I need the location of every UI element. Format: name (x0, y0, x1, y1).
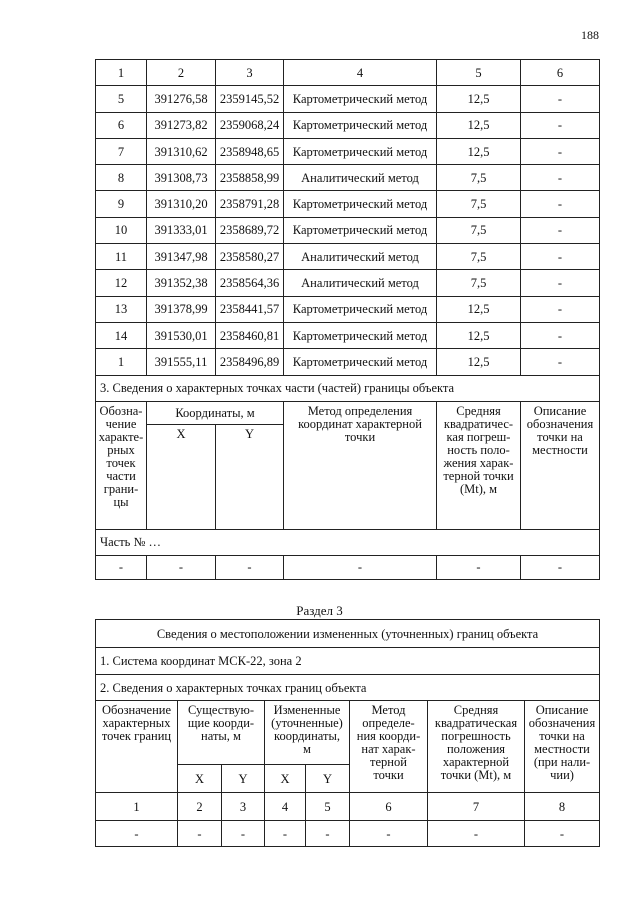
dash-cell: - (437, 555, 521, 579)
description: - (521, 165, 600, 191)
dash-cell: - (350, 821, 428, 847)
number-cell: 5 (306, 793, 350, 821)
item2-row (96, 675, 600, 701)
dash-cell: - (265, 821, 306, 847)
table-header-row (96, 60, 600, 86)
dash-row (96, 555, 600, 579)
col-description: Описание обозначения точки на местности (при нали- чии) (525, 701, 600, 793)
point-number: 11 (96, 244, 147, 270)
coord-x: 391310,62 (147, 138, 216, 164)
point-number: 12 (96, 270, 147, 296)
description: - (521, 244, 600, 270)
col-changed: Измененные (уточненные) координаты, м (265, 701, 350, 765)
coord-y: 2358858,99 (216, 165, 284, 191)
heading-row (96, 620, 600, 648)
point-number: 10 (96, 217, 147, 243)
description: - (521, 322, 600, 348)
parts-header-row (96, 401, 600, 424)
coord-y: 2358496,89 (216, 349, 284, 375)
col-designation: Обозначение характерных точек границ (96, 701, 178, 793)
page-number: 188 (581, 28, 599, 42)
coord-x: 391276,58 (147, 86, 216, 112)
table-row (96, 296, 600, 322)
description: - (521, 349, 600, 375)
coord-y: 2359068,24 (216, 112, 284, 138)
sub-y-existing: Y (222, 765, 265, 793)
description: - (521, 138, 600, 164)
dash-cell: - (284, 555, 437, 579)
table-row (96, 217, 600, 243)
dash-cell: - (306, 821, 350, 847)
dash-cell: - (147, 555, 216, 579)
number-cell: 2 (178, 793, 222, 821)
col-method: Метод определения координат характерной точки (284, 401, 437, 529)
section-heading: Сведения о местоположении измененных (уточненных) границ объекта (96, 620, 600, 648)
col-method: Метод определе- ния коорди- нат харак- терной точки (350, 701, 428, 793)
coord-x: 391273,82 (147, 112, 216, 138)
sub-x-existing: X (178, 765, 222, 793)
error: 12,5 (437, 296, 521, 322)
number-cell: 4 (265, 793, 306, 821)
boundary-points-table (95, 59, 600, 580)
method: Аналитический метод (284, 244, 437, 270)
part-label-row (96, 529, 600, 555)
error: 7,5 (437, 244, 521, 270)
description: - (521, 270, 600, 296)
coord-x: 391530,01 (147, 322, 216, 348)
error: 12,5 (437, 138, 521, 164)
dash-cell: - (96, 821, 178, 847)
coord-x: 391352,38 (147, 270, 216, 296)
header-cell: 6 (521, 60, 600, 86)
dash-cell: - (521, 555, 600, 579)
col-designation: Обозна- чение характе- рных точек части грани- цы (96, 401, 147, 529)
method: Картометрический метод (284, 112, 437, 138)
coord-x: 391310,20 (147, 191, 216, 217)
table-row (96, 86, 600, 112)
table-row (96, 270, 600, 296)
number-cell: 3 (222, 793, 265, 821)
coord-y: 2358460,81 (216, 322, 284, 348)
description: - (521, 86, 600, 112)
point-number: 7 (96, 138, 147, 164)
parts-section (96, 375, 600, 579)
col-error: Средняя квадратическая погрешность положения характерной точки (Mt), м (428, 701, 525, 793)
column-number-row (96, 793, 600, 821)
point-number: 14 (96, 322, 147, 348)
description: - (521, 217, 600, 243)
dash-cell: - (178, 821, 222, 847)
description: - (521, 296, 600, 322)
coord-y: 2358791,28 (216, 191, 284, 217)
method: Картометрический метод (284, 322, 437, 348)
sub-y-changed: Y (306, 765, 350, 793)
col-coordinates: Координаты, м (147, 401, 284, 424)
coord-x: 391308,73 (147, 165, 216, 191)
header-cell: 3 (216, 60, 284, 86)
point-number: 1 (96, 349, 147, 375)
error: 7,5 (437, 191, 521, 217)
coord-y: 2358580,27 (216, 244, 284, 270)
coord-y: 2358689,72 (216, 217, 284, 243)
header-cell: 1 (96, 60, 147, 86)
method: Картометрический метод (284, 138, 437, 164)
col-x: X (147, 424, 216, 529)
error: 12,5 (437, 86, 521, 112)
coord-x: 391555,11 (147, 349, 216, 375)
col-existing: Существую- щие коорди- наты, м (178, 701, 265, 765)
error: 7,5 (437, 217, 521, 243)
header-cell: 4 (284, 60, 437, 86)
header-row (96, 701, 600, 765)
dash-row (96, 821, 600, 847)
point-number: 9 (96, 191, 147, 217)
header-cell: 2 (147, 60, 216, 86)
description: - (521, 191, 600, 217)
table-row (96, 112, 600, 138)
error: 7,5 (437, 270, 521, 296)
coord-y: 2358441,57 (216, 296, 284, 322)
coord-x: 391378,99 (147, 296, 216, 322)
coord-x: 391333,01 (147, 217, 216, 243)
number-cell: 1 (96, 793, 178, 821)
point-number: 13 (96, 296, 147, 322)
section-3-title: Раздел 3 (296, 603, 343, 618)
dash-cell: - (216, 555, 284, 579)
description: - (521, 112, 600, 138)
method: Картометрический метод (284, 217, 437, 243)
coord-y: 2358564,36 (216, 270, 284, 296)
error: 12,5 (437, 322, 521, 348)
col-y: Y (216, 424, 284, 529)
table-row (96, 191, 600, 217)
number-cell: 7 (428, 793, 525, 821)
table-row (96, 349, 600, 375)
point-number: 8 (96, 165, 147, 191)
error: 12,5 (437, 112, 521, 138)
section-title: 3. Сведения о характерных точках части (частей) границы объекта (96, 375, 600, 401)
col-description: Описание обозначения точки на местности (521, 401, 600, 529)
number-cell: 6 (350, 793, 428, 821)
method: Картометрический метод (284, 296, 437, 322)
error: 12,5 (437, 349, 521, 375)
table-row (96, 244, 600, 270)
method: Аналитический метод (284, 270, 437, 296)
dash-cell: - (525, 821, 600, 847)
number-cell: 8 (525, 793, 600, 821)
col-error: Средняя квадратичес- кая погреш- ность поло- жения харак- терной точки (Mt), м (437, 401, 521, 529)
dash-cell: - (96, 555, 147, 579)
changed-boundaries-table (95, 619, 600, 847)
error: 7,5 (437, 165, 521, 191)
item1-row (96, 648, 600, 675)
sub-x-changed: X (265, 765, 306, 793)
point-number: 6 (96, 112, 147, 138)
method: Картометрический метод (284, 86, 437, 112)
coordinate-system: 1. Система координат МСК-22, зона 2 (96, 648, 600, 675)
part-label: Часть № … (96, 529, 600, 555)
table-row (96, 165, 600, 191)
coord-y: 2358948,65 (216, 138, 284, 164)
point-number: 5 (96, 86, 147, 112)
section-title-row (96, 375, 600, 401)
boundary-points-table-body (96, 60, 600, 376)
method: Картометрический метод (284, 191, 437, 217)
coord-y: 2359145,52 (216, 86, 284, 112)
coord-x: 391347,98 (147, 244, 216, 270)
header-cell: 5 (437, 60, 521, 86)
points-heading: 2. Сведения о характерных точках границ объекта (96, 675, 600, 701)
method: Аналитический метод (284, 165, 437, 191)
dash-cell: - (428, 821, 525, 847)
table-row (96, 138, 600, 164)
method: Картометрический метод (284, 349, 437, 375)
table-row (96, 322, 600, 348)
dash-cell: - (222, 821, 265, 847)
